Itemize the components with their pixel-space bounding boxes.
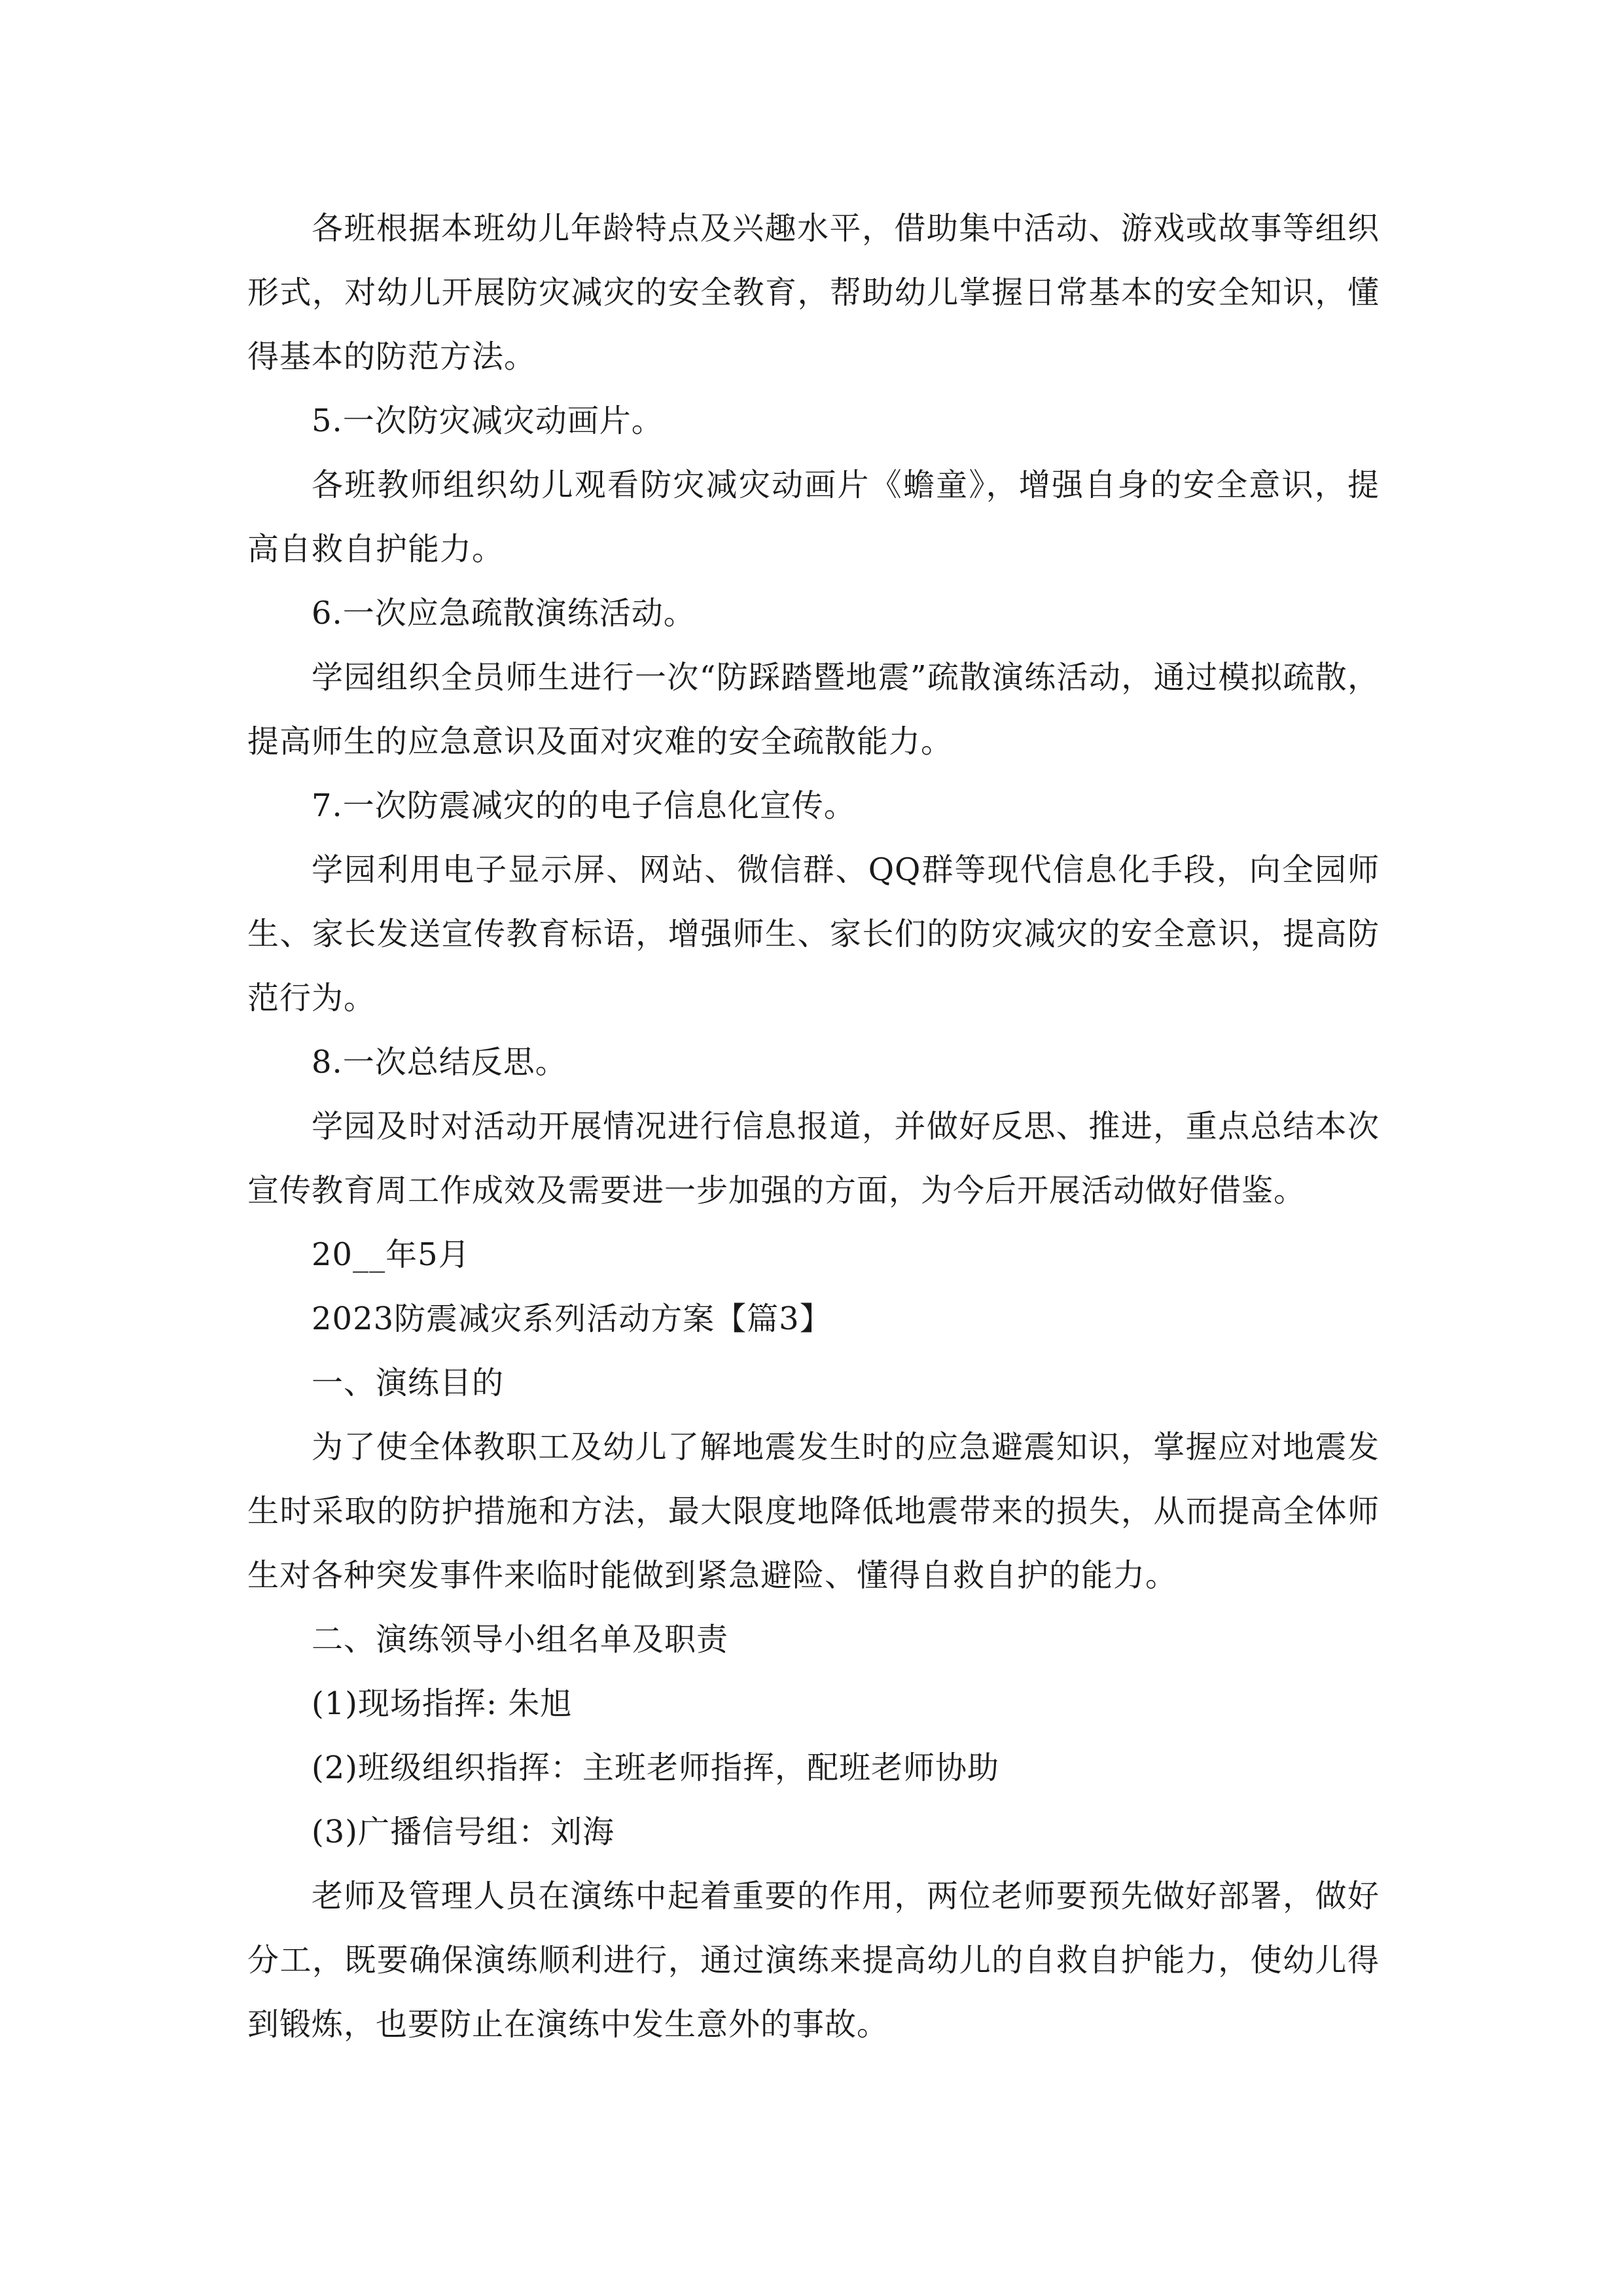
item-7-heading: 7.一次防震减灾的的电子信息化宣传。 [312,787,856,824]
heading-drill-purpose: 一、演练目的 [312,1365,505,1401]
heading-leadership-group: 二、演练领导小组名单及职责 [312,1621,729,1658]
list-item-site-command: (1)现场指挥: 朱旭 [312,1685,573,1722]
paragraph-teacher-role: 老师及管理人员在演练中起着重要的作用，两位老师要预先做好部署，做好分工，既要确保演练顺利进行，通过演练来提高幼儿的自救自护能力，使幼儿得到锻炼，也要防止在演练中发生意外的事故。 [247,1878,1380,2043]
list-item-broadcast-group: (3)广播信号组：刘海 [312,1814,615,1850]
paragraph-evacuation-drill: 学园组织全员师生进行一次“防踩踏暨地震”疏散演练活动，通过模拟疏散，提高师生的应急意识及面对灾难的安全疏散能力。 [247,659,1380,760]
paragraph-safety-education: 各班根据本班幼儿年龄特点及兴趣水平，借助集中活动、游戏或故事等组织形式，对幼儿开展防灾减灾的安全教育，帮助幼儿掌握日常基本的安全知识，懂得基本的防范方法。 [247,210,1380,375]
list-item-class-command: (2)班级组织指挥：主班老师指挥，配班老师协助 [312,1749,999,1786]
paragraph-animation: 各班教师组织幼儿观看防灾减灾动画片《蟾童》，增强自身的安全意识，提高自救自护能力。 [247,467,1380,567]
paragraph-digital-promotion: 学园利用电子显示屏、网站、微信群、QQ群等现代信息化手段，向全园师生、家长发送宣传教育标语，增强师生、家长们的防灾减灾的安全意识，提高防范行为。 [247,852,1380,1016]
document-page [247,196,1380,2056]
section-title: 2023防震减灾系列活动方案【篇3】 [312,1300,832,1337]
paragraph-summary: 学园及时对活动开展情况进行信息报道，并做好反思、推进，重点总结本次宣传教育周工作成效及需要进一步加强的方面，为今后开展活动做好借鉴。 [247,1108,1380,1209]
paragraph-drill-purpose: 为了使全体教职工及幼儿了解地震发生时的应急避震知识，掌握应对地震发生时采取的防护措施和方法，最大限度地降低地震带来的损失，从而提高全体师生对各种突发事件来临时能做到紧急避险、懂得自救自护的能力。 [247,1429,1380,1594]
item-8-heading: 8.一次总结反思。 [312,1044,567,1081]
item-6-heading: 6.一次应急疏散演练活动。 [312,595,696,632]
date-line: 20__年5月 [312,1236,471,1273]
item-5-heading: 5.一次防灾减灾动画片。 [312,403,664,439]
